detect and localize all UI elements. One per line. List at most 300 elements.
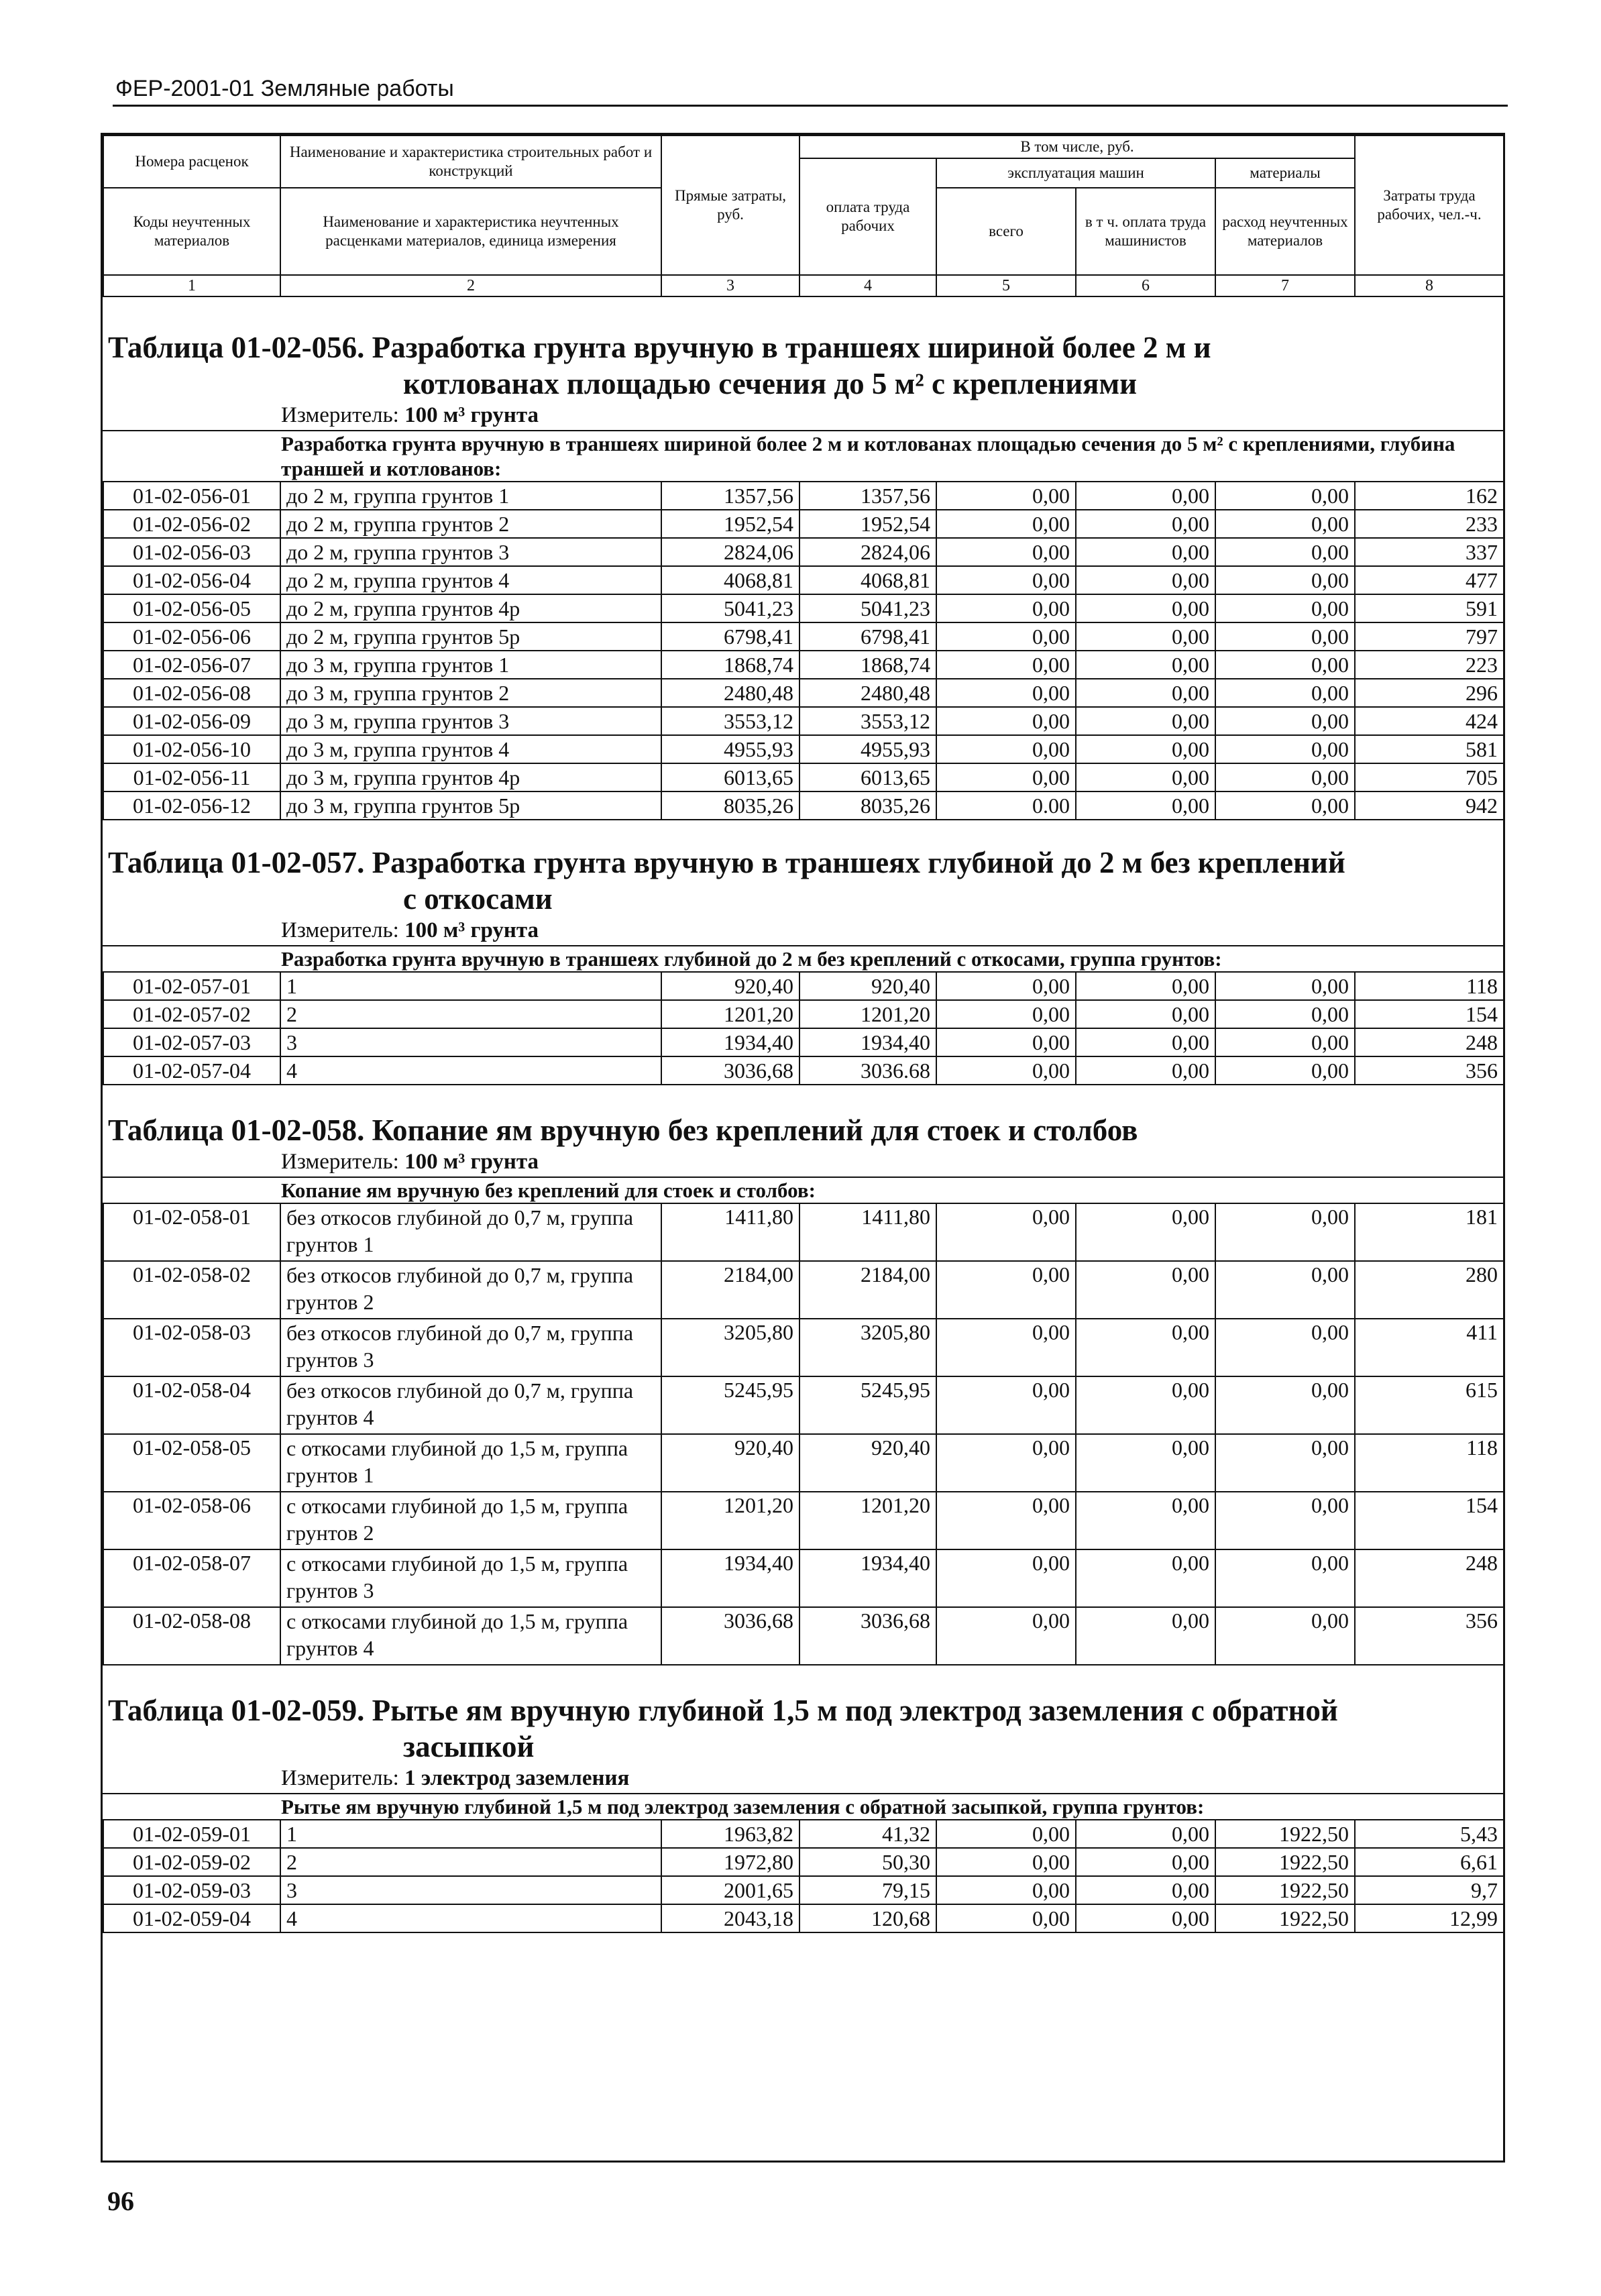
col-num: 7	[1215, 275, 1355, 296]
machines-total: 0,00	[936, 1434, 1076, 1492]
col-num: 2	[280, 275, 661, 296]
table-row	[103, 1904, 1504, 1932]
unit-label: Измеритель:	[281, 1150, 405, 1174]
table-title	[103, 844, 1503, 917]
labor-pay: 5245,95	[799, 1376, 936, 1434]
header-codes-bottom: Коды неучтенных материалов	[103, 188, 280, 275]
labor-hours: 581	[1355, 735, 1504, 763]
direct-cost: 3553,12	[661, 707, 799, 735]
table-title	[103, 1692, 1503, 1765]
materials: 0,00	[1215, 707, 1355, 735]
rate-name: до 3 м, группа грунтов 4р	[280, 763, 661, 791]
labor-pay: 920,40	[799, 972, 936, 1000]
table-row	[103, 679, 1504, 707]
materials: 0,00	[1215, 1434, 1355, 1492]
machines-labor: 0,00	[1076, 538, 1215, 566]
rate-code: 01-02-058-06	[103, 1492, 280, 1549]
labor-pay: 50,30	[799, 1848, 936, 1876]
table-row	[103, 972, 1504, 1000]
machines-total: 0,00	[936, 1319, 1076, 1376]
rate-table-section	[103, 1692, 1503, 1933]
rate-code: 01-02-059-01	[103, 1820, 280, 1848]
table-row	[103, 482, 1504, 510]
table-row	[103, 594, 1504, 622]
table-row	[103, 1261, 1504, 1319]
machines-labor: 0,00	[1076, 1056, 1215, 1085]
machines-labor: 0,00	[1076, 972, 1215, 1000]
rate-name: до 3 м, группа грунтов 4	[280, 735, 661, 763]
labor-pay: 5041,23	[799, 594, 936, 622]
labor-pay: 1934,40	[799, 1549, 936, 1607]
unit-value: 100 м³ грунта	[404, 918, 539, 942]
rate-code: 01-02-057-03	[103, 1028, 280, 1056]
machines-total: 0,00	[936, 651, 1076, 679]
machines-labor: 0,00	[1076, 1820, 1215, 1848]
labor-hours: 154	[1355, 1492, 1504, 1549]
rate-name: 1	[280, 1820, 661, 1848]
materials: 0,00	[1215, 1492, 1355, 1549]
page-number: 96	[107, 2186, 134, 2216]
rate-code: 01-02-056-02	[103, 510, 280, 538]
rate-name: до 3 м, группа грунтов 2	[280, 679, 661, 707]
labor-pay: 3036.68	[799, 1056, 936, 1085]
labor-pay: 3553,12	[799, 707, 936, 735]
rate-code: 01-02-056-11	[103, 763, 280, 791]
labor-hours: 118	[1355, 972, 1504, 1000]
col-num: 1	[103, 275, 280, 296]
rate-code: 01-02-058-03	[103, 1319, 280, 1376]
machines-labor: 0,00	[1076, 1261, 1215, 1319]
labor-hours: 9,7	[1355, 1876, 1504, 1904]
table-row	[103, 1056, 1504, 1085]
rate-code: 01-02-056-05	[103, 594, 280, 622]
labor-hours: 280	[1355, 1261, 1504, 1319]
machines-total: 0,00	[936, 1876, 1076, 1904]
table-title-line: с откосами	[403, 882, 553, 916]
materials: 0,00	[1215, 735, 1355, 763]
labor-pay: 120,68	[799, 1904, 936, 1932]
machines-labor: 0,00	[1076, 1492, 1215, 1549]
table-title-line: Таблица 01-02-058. Копание ям вручную без креплений для стоек и столбов	[108, 1113, 1138, 1147]
rate-code: 01-02-056-06	[103, 622, 280, 651]
page-header-title: ФЕР-2001-01 Земляные работы	[115, 76, 454, 101]
labor-pay: 3036,68	[799, 1607, 936, 1665]
rate-table-section	[103, 844, 1503, 1085]
machines-labor: 0,00	[1076, 1848, 1215, 1876]
direct-cost: 4068,81	[661, 566, 799, 594]
rate-code: 01-02-057-01	[103, 972, 280, 1000]
labor-hours: 296	[1355, 679, 1504, 707]
machines-labor: 0,00	[1076, 1203, 1215, 1261]
rate-code: 01-02-056-03	[103, 538, 280, 566]
labor-hours: 477	[1355, 566, 1504, 594]
rate-code: 01-02-059-04	[103, 1904, 280, 1932]
table-row	[103, 1000, 1504, 1028]
materials: 1922,50	[1215, 1876, 1355, 1904]
direct-cost: 1934,40	[661, 1549, 799, 1607]
table-title	[103, 1112, 1503, 1148]
table-row	[103, 651, 1504, 679]
labor-pay: 3205,80	[799, 1319, 936, 1376]
machines-labor: 0,00	[1076, 707, 1215, 735]
direct-cost: 2480,48	[661, 679, 799, 707]
machines-total: 0,00	[936, 1376, 1076, 1434]
header-machines-labor: в т ч. оплата труда машинистов	[1076, 188, 1215, 275]
direct-cost: 3036,68	[661, 1607, 799, 1665]
rate-name: до 2 м, группа грунтов 3	[280, 538, 661, 566]
direct-cost: 2824,06	[661, 538, 799, 566]
machines-labor: 0,00	[1076, 1000, 1215, 1028]
header-incl: В том числе, руб.	[799, 135, 1355, 158]
labor-hours: 705	[1355, 763, 1504, 791]
labor-pay: 1952,54	[799, 510, 936, 538]
unit-value: 1 электрод заземления	[404, 1766, 630, 1790]
table-row	[103, 1203, 1504, 1261]
table-row	[103, 1376, 1504, 1434]
materials: 0,00	[1215, 1000, 1355, 1028]
machines-labor: 0,00	[1076, 594, 1215, 622]
unit-label: Измеритель:	[281, 403, 405, 427]
unit-value: 100 м³ грунта	[404, 1150, 539, 1174]
rate-code: 01-02-057-04	[103, 1056, 280, 1085]
labor-hours: 615	[1355, 1376, 1504, 1434]
rate-code: 01-02-056-08	[103, 679, 280, 707]
rate-name: 3	[280, 1876, 661, 1904]
rate-code: 01-02-056-10	[103, 735, 280, 763]
rate-name: до 2 м, группа грунтов 1	[280, 482, 661, 510]
machines-total: 0,00	[936, 735, 1076, 763]
labor-hours: 424	[1355, 707, 1504, 735]
table-row	[103, 1549, 1504, 1607]
machines-labor: 0,00	[1076, 735, 1215, 763]
table-row	[103, 763, 1504, 791]
col-num: 3	[661, 275, 799, 296]
labor-pay: 920,40	[799, 1434, 936, 1492]
labor-hours: 6,61	[1355, 1848, 1504, 1876]
rate-table-section	[103, 329, 1503, 820]
table-title-line: засыпкой	[403, 1730, 535, 1763]
materials: 0,00	[1215, 482, 1355, 510]
labor-pay: 2184,00	[799, 1261, 936, 1319]
header-machines-total: всего	[936, 188, 1076, 275]
table-title-line: Таблица 01-02-057. Разработка грунта вручную в траншеях глубиной до 2 м без креплений	[108, 846, 1345, 879]
document-frame	[101, 133, 1505, 2163]
machines-labor: 0,00	[1076, 1376, 1215, 1434]
machines-total: 0,00	[936, 566, 1076, 594]
labor-pay: 1357,56	[799, 482, 936, 510]
rate-name: без откосов глубиной до 0,7 м, группа грунтов 2	[280, 1261, 661, 1319]
rate-name: до 2 м, группа грунтов 5р	[280, 622, 661, 651]
materials: 0,00	[1215, 566, 1355, 594]
header-codes-top: Номера расценок	[103, 135, 280, 188]
header-name-bottom: Наименование и характеристика неучтенных расценками материалов, единица измерения	[280, 188, 661, 275]
labor-hours: 411	[1355, 1319, 1504, 1376]
table-row	[103, 1876, 1504, 1904]
materials: 1922,50	[1215, 1848, 1355, 1876]
machines-labor: 0,00	[1076, 791, 1215, 820]
labor-hours: 12,99	[1355, 1904, 1504, 1932]
materials: 0,00	[1215, 1376, 1355, 1434]
labor-pay: 1201,20	[799, 1000, 936, 1028]
group-caption-text: Рытье ям вручную глубиной 1,5 м под электрод заземления с обратной засыпкой, группа грунтов:	[103, 1794, 1503, 1819]
machines-total: 0,00	[936, 1549, 1076, 1607]
group-caption	[103, 1177, 1503, 1203]
machines-total: 0,00	[936, 679, 1076, 707]
labor-pay: 4068,81	[799, 566, 936, 594]
unit-label: Измеритель:	[281, 1766, 405, 1790]
direct-cost: 920,40	[661, 1434, 799, 1492]
direct-cost: 2184,00	[661, 1261, 799, 1319]
rate-name: 1	[280, 972, 661, 1000]
machines-total: 0,00	[936, 1820, 1076, 1848]
machines-total: 0,00	[936, 1028, 1076, 1056]
rate-code: 01-02-058-08	[103, 1607, 280, 1665]
rate-name: с откосами глубиной до 1,5 м, группа грунтов 2	[280, 1492, 661, 1549]
direct-cost: 920,40	[661, 972, 799, 1000]
table-unit	[103, 1765, 1503, 1793]
direct-cost: 1357,56	[661, 482, 799, 510]
rate-table	[103, 971, 1504, 1085]
table-row	[103, 1434, 1504, 1492]
header-labor-pay: оплата труда рабочих	[799, 158, 936, 275]
rate-code: 01-02-058-05	[103, 1434, 280, 1492]
rate-code: 01-02-057-02	[103, 1000, 280, 1028]
labor-pay: 79,15	[799, 1876, 936, 1904]
machines-total: 0,00	[936, 763, 1076, 791]
table-row	[103, 538, 1504, 566]
machines-total: 0,00	[936, 1848, 1076, 1876]
group-caption-text: Разработка грунта вручную в траншеях шириной более 2 м и котлованах площадью сечения до 5 м² с креплениями, глубина траншей и котлованов:	[103, 431, 1503, 481]
machines-labor: 0,00	[1076, 482, 1215, 510]
table-title-line: котлованах площадью сечения до 5 м² с креплениями	[403, 367, 1138, 400]
direct-cost: 1963,82	[661, 1820, 799, 1848]
rate-table-section	[103, 1112, 1503, 1665]
table-row	[103, 735, 1504, 763]
machines-total: 0,00	[936, 1203, 1076, 1261]
labor-hours: 233	[1355, 510, 1504, 538]
labor-hours: 591	[1355, 594, 1504, 622]
group-caption	[103, 945, 1503, 971]
machines-labor: 0,00	[1076, 1876, 1215, 1904]
rate-name: без откосов глубиной до 0,7 м, группа грунтов 1	[280, 1203, 661, 1261]
rate-code: 01-02-056-07	[103, 651, 280, 679]
materials: 0,00	[1215, 538, 1355, 566]
rate-code: 01-02-056-09	[103, 707, 280, 735]
materials: 0,00	[1215, 1261, 1355, 1319]
materials: 1922,50	[1215, 1904, 1355, 1932]
rate-name: до 2 м, группа грунтов 2	[280, 510, 661, 538]
machines-total: 0,00	[936, 1607, 1076, 1665]
rate-name: 3	[280, 1028, 661, 1056]
header-machines: эксплуатация машин	[936, 158, 1215, 188]
machines-total: 0,00	[936, 1000, 1076, 1028]
machines-labor: 0,00	[1076, 651, 1215, 679]
direct-cost: 1868,74	[661, 651, 799, 679]
rate-code: 01-02-058-02	[103, 1261, 280, 1319]
rate-code: 01-02-056-01	[103, 482, 280, 510]
table-row	[103, 1028, 1504, 1056]
table-unit	[103, 402, 1503, 430]
labor-hours: 181	[1355, 1203, 1504, 1261]
machines-total: 0,00	[936, 1261, 1076, 1319]
rate-code: 01-02-056-04	[103, 566, 280, 594]
rate-table	[103, 1819, 1504, 1933]
direct-cost: 1411,80	[661, 1203, 799, 1261]
labor-hours: 5,43	[1355, 1820, 1504, 1848]
direct-cost: 5245,95	[661, 1376, 799, 1434]
header-direct: Прямые затраты, руб.	[661, 135, 799, 275]
direct-cost: 6013,65	[661, 763, 799, 791]
labor-hours: 337	[1355, 538, 1504, 566]
labor-hours: 248	[1355, 1549, 1504, 1607]
labor-pay: 4955,93	[799, 735, 936, 763]
machines-labor: 0,00	[1076, 1319, 1215, 1376]
group-caption-text: Копание ям вручную без креплений для стоек и столбов:	[103, 1177, 1503, 1203]
table-row	[103, 1607, 1504, 1665]
table-row	[103, 1492, 1504, 1549]
rate-name: без откосов глубиной до 0,7 м, группа грунтов 4	[280, 1376, 661, 1434]
rate-code: 01-02-056-12	[103, 791, 280, 820]
direct-cost: 1201,20	[661, 1000, 799, 1028]
materials: 0,00	[1215, 1319, 1355, 1376]
table-row	[103, 622, 1504, 651]
direct-cost: 6798,41	[661, 622, 799, 651]
rate-table	[103, 481, 1504, 820]
labor-hours: 356	[1355, 1607, 1504, 1665]
machines-labor: 0,00	[1076, 510, 1215, 538]
machines-total: 0,00	[936, 594, 1076, 622]
header-name-top: Наименование и характеристика строительных работ и конструкций	[280, 135, 661, 188]
machines-labor: 0,00	[1076, 1904, 1215, 1932]
machines-labor: 0,00	[1076, 622, 1215, 651]
machines-labor: 0,00	[1076, 679, 1215, 707]
materials: 0,00	[1215, 1203, 1355, 1261]
labor-hours: 223	[1355, 651, 1504, 679]
machines-labor: 0,00	[1076, 1549, 1215, 1607]
labor-hours: 118	[1355, 1434, 1504, 1492]
table-row	[103, 510, 1504, 538]
unit-value: 100 м³ грунта	[404, 403, 539, 427]
labor-pay: 2824,06	[799, 538, 936, 566]
header-labor-cost: Затраты труда рабочих, чел.-ч.	[1355, 135, 1504, 275]
table-title	[103, 329, 1503, 402]
table-row	[103, 1820, 1504, 1848]
col-num: 5	[936, 275, 1076, 296]
materials: 0,00	[1215, 763, 1355, 791]
machines-total: 0,00	[936, 1492, 1076, 1549]
machines-total: 0,00	[936, 622, 1076, 651]
rate-name: до 3 м, группа грунтов 5р	[280, 791, 661, 820]
labor-hours: 248	[1355, 1028, 1504, 1056]
materials: 0,00	[1215, 510, 1355, 538]
direct-cost: 1201,20	[661, 1492, 799, 1549]
rate-name: до 3 м, группа грунтов 3	[280, 707, 661, 735]
direct-cost: 1934,40	[661, 1028, 799, 1056]
table-unit	[103, 1148, 1503, 1177]
labor-pay: 1868,74	[799, 651, 936, 679]
rate-name: до 2 м, группа грунтов 4	[280, 566, 661, 594]
machines-total: 0,00	[936, 1056, 1076, 1085]
group-caption-text: Разработка грунта вручную в траншеях глубиной до 2 м без креплений с откосами, группа грунтов:	[103, 946, 1503, 971]
machines-total: 0,00	[936, 538, 1076, 566]
machines-total: 0.00	[936, 791, 1076, 820]
page-header	[113, 75, 1508, 107]
rate-name: 2	[280, 1848, 661, 1876]
machines-labor: 0,00	[1076, 1434, 1215, 1492]
materials: 0,00	[1215, 651, 1355, 679]
direct-cost: 4955,93	[661, 735, 799, 763]
labor-hours: 154	[1355, 1000, 1504, 1028]
table-title-line: Таблица 01-02-056. Разработка грунта вручную в траншеях шириной более 2 м и	[108, 331, 1211, 364]
labor-pay: 1934,40	[799, 1028, 936, 1056]
table-title-line: Таблица 01-02-059. Рытье ям вручную глубиной 1,5 м под электрод заземления с обратной	[108, 1694, 1338, 1727]
materials: 0,00	[1215, 791, 1355, 820]
materials: 0,00	[1215, 1028, 1355, 1056]
rate-code: 01-02-058-07	[103, 1549, 280, 1607]
labor-pay: 1411,80	[799, 1203, 936, 1261]
rate-table	[103, 1203, 1504, 1665]
header-materials: материалы	[1215, 158, 1355, 188]
rate-name: без откосов глубиной до 0,7 м, группа грунтов 3	[280, 1319, 661, 1376]
rate-code: 01-02-059-02	[103, 1848, 280, 1876]
machines-total: 0,00	[936, 510, 1076, 538]
table-row	[103, 1319, 1504, 1376]
direct-cost: 8035,26	[661, 791, 799, 820]
rate-name: с откосами глубиной до 1,5 м, группа грунтов 4	[280, 1607, 661, 1665]
group-caption	[103, 430, 1503, 481]
col-num: 4	[799, 275, 936, 296]
rate-tables	[103, 329, 1503, 1933]
table-unit	[103, 917, 1503, 945]
machines-labor: 0,00	[1076, 566, 1215, 594]
labor-pay: 6013,65	[799, 763, 936, 791]
rate-name: 4	[280, 1904, 661, 1932]
rate-code: 01-02-059-03	[103, 1876, 280, 1904]
machines-total: 0,00	[936, 707, 1076, 735]
labor-pay: 41,32	[799, 1820, 936, 1848]
direct-cost: 3036,68	[661, 1056, 799, 1085]
materials: 0,00	[1215, 622, 1355, 651]
rate-name: 4	[280, 1056, 661, 1085]
labor-pay: 8035,26	[799, 791, 936, 820]
labor-hours: 797	[1355, 622, 1504, 651]
labor-hours: 942	[1355, 791, 1504, 820]
machines-total: 0,00	[936, 972, 1076, 1000]
direct-cost: 5041,23	[661, 594, 799, 622]
rate-name: с откосами глубиной до 1,5 м, группа грунтов 3	[280, 1549, 661, 1607]
machines-total: 0,00	[936, 482, 1076, 510]
col-num: 6	[1076, 275, 1215, 296]
materials: 0,00	[1215, 1607, 1355, 1665]
labor-hours: 162	[1355, 482, 1504, 510]
header-materials-cons: расход неучтенных материалов	[1215, 188, 1355, 275]
table-row	[103, 1848, 1504, 1876]
materials: 0,00	[1215, 1549, 1355, 1607]
machines-labor: 0,00	[1076, 763, 1215, 791]
group-caption	[103, 1793, 1503, 1819]
column-header	[103, 135, 1504, 297]
rate-name: до 3 м, группа грунтов 1	[280, 651, 661, 679]
table-row	[103, 566, 1504, 594]
labor-pay: 6798,41	[799, 622, 936, 651]
unit-label: Измеритель:	[281, 918, 405, 942]
labor-hours: 356	[1355, 1056, 1504, 1085]
materials: 0,00	[1215, 594, 1355, 622]
col-num: 8	[1355, 275, 1504, 296]
table-row	[103, 707, 1504, 735]
materials: 0,00	[1215, 972, 1355, 1000]
machines-total: 0,00	[936, 1904, 1076, 1932]
